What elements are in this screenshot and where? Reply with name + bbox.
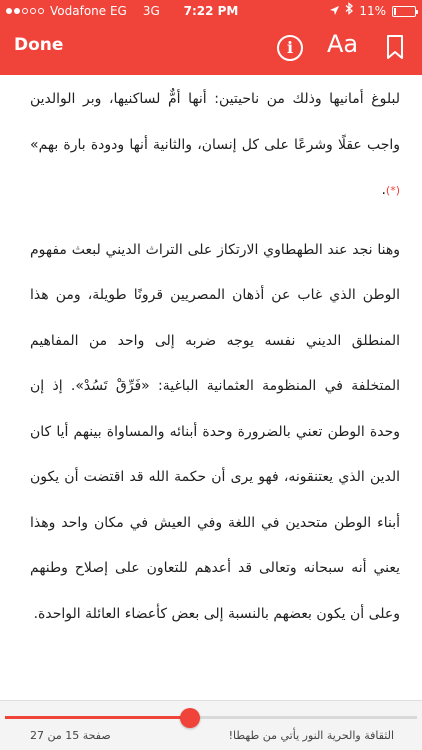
- paragraph: لبلوغ أمانيها وذلك من ناحيتين: أنها أمٌّ لساكنيها، وبر الوالدين واجب عقلًا وشرعًا على كل إنسان، والثانية أنها ودودة بارة بهم» (*).: [30, 91, 400, 198]
- network-type: 3G: [142, 4, 160, 18]
- battery-icon: [392, 6, 416, 17]
- progress-slider-thumb[interactable]: [180, 708, 200, 728]
- status-right: [330, 0, 416, 22]
- done-button[interactable]: Done: [14, 35, 64, 55]
- nav-bar: [0, 22, 422, 75]
- carrier-name: Vodafone EG: [50, 4, 127, 18]
- status-bar: [0, 0, 422, 22]
- bookmark-icon[interactable]: [386, 34, 404, 60]
- bluetooth-icon: [345, 0, 353, 22]
- footnote-link[interactable]: (*): [385, 184, 400, 197]
- paragraph: [30, 228, 400, 638]
- top-bar: [0, 0, 422, 75]
- progress-track[interactable]: [5, 716, 417, 719]
- chapter-title: الثقافة والحرية النور يأتي من طهطا!: [228, 729, 394, 742]
- progress-bar-area: [0, 700, 422, 750]
- reading-content: [30, 75, 400, 695]
- battery-percent: 11%: [359, 4, 386, 18]
- font-settings-icon[interactable]: Aa: [327, 30, 359, 58]
- battery-level: [394, 8, 396, 15]
- paragraph-text: وهنا نجد عند الطهطاوي الارتكاز على التراث الديني لبعث مفهوم الوطن الذي غاب عن أذهان المصريين قرونًا طويلة، ومن هذا المنطلق الديني نفسه يوجه ضربه إلى واحد من المفاهيم المتخلفة في المنظومة العثمانية الباغية: «فَرِّقْ تَسُدْ». إذ إن وحدة الوطن تعني بالضرورة وحدة أبنائه والمساواة بينهم أيا كان الدين الذي يعتنقونه، فهو يرى أن حكمة الله قد اقتضت أن يكون أبناء الوطن متحدين في اللغة وفي العيش في مكان واحد وهذا يعني أنه سبحانه وتعالى قد أعدهم للتعاون على إصلاح وطنهم وعلى أن يكون بعضهم بالنسبة إلى بعض كأعضاء العائلة الواحدة.: [30, 241, 400, 622]
- progress-fill: [5, 716, 190, 719]
- paragraph-text: لبلوغ أمانيها وذلك من ناحيتين: أنها أمٌّ لساكنيها، وبر الوالدين واجب عقلًا وشرعًا على كل إنسان، والثانية أنها ودودة بارة بهم»: [30, 91, 400, 153]
- info-icon[interactable]: i: [277, 35, 303, 61]
- page-indicator: صفحة 15 من 27: [30, 729, 111, 742]
- location-arrow-icon: [330, 0, 339, 22]
- status-time: 7:22 PM: [183, 4, 239, 18]
